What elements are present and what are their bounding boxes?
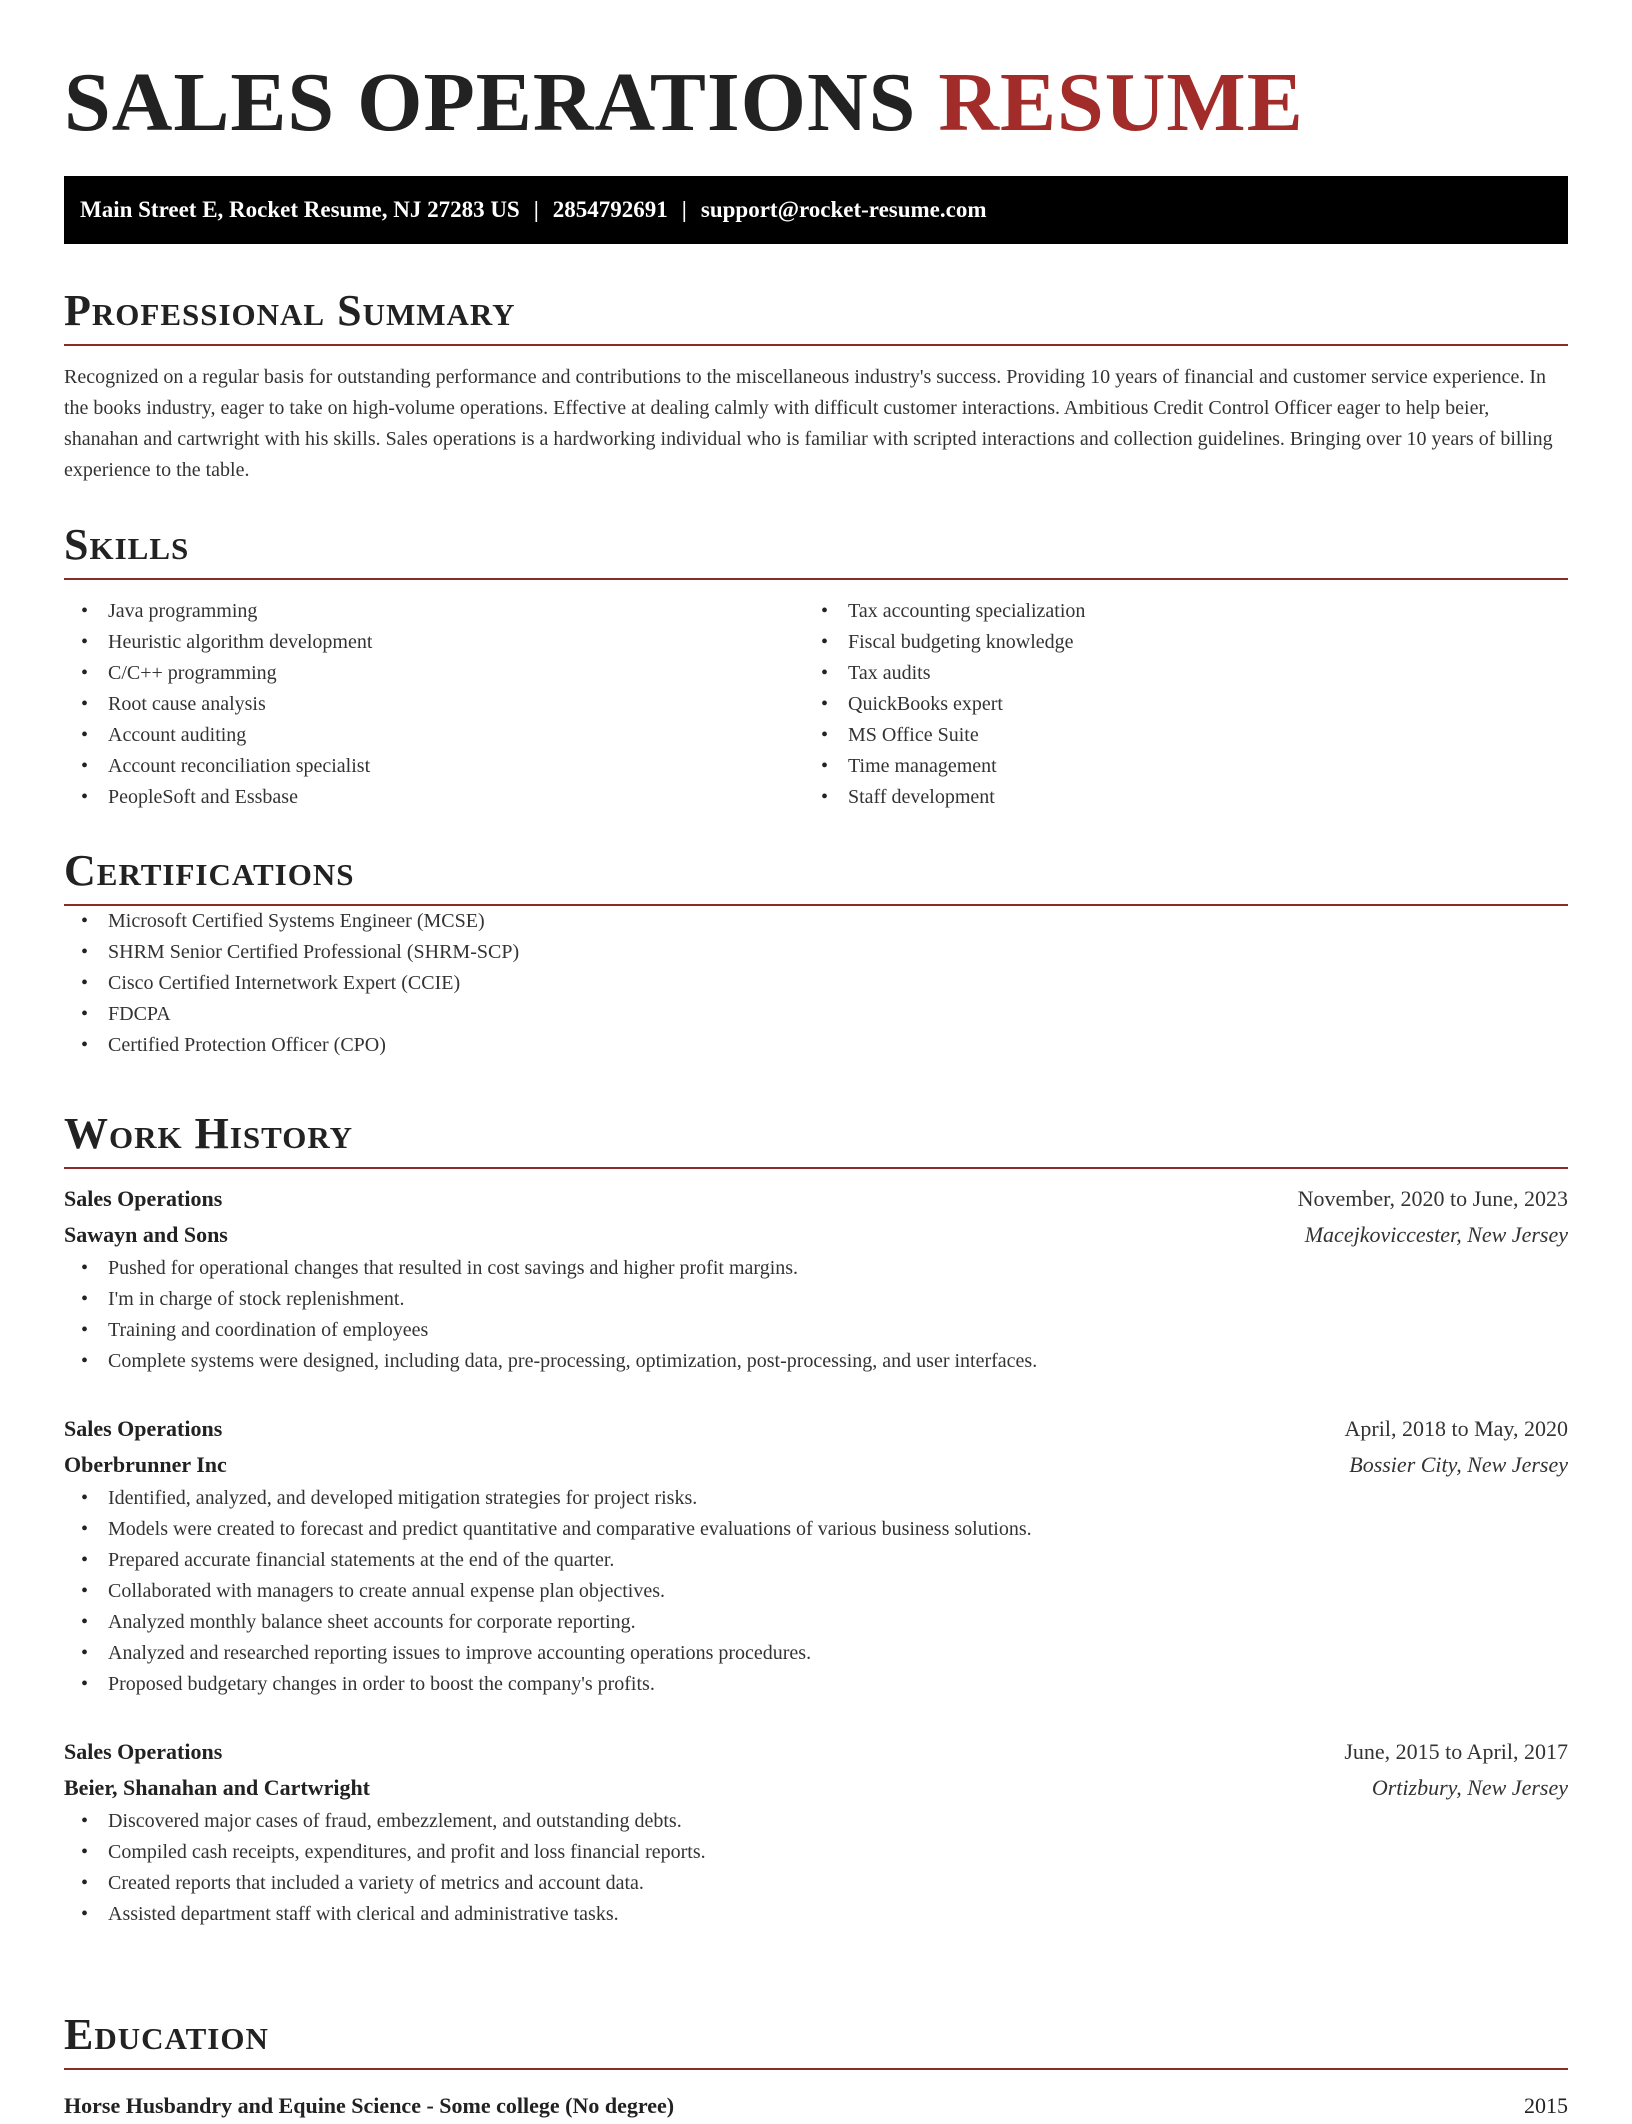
job-dates: April, 2018 to May, 2020 (1344, 1416, 1568, 1441)
skills-column-right (804, 596, 1544, 813)
skill-item: • Account reconciliation specialist (108, 751, 804, 782)
job-location: Macejkoviccester, New Jersey (1304, 1222, 1568, 1247)
skills-list-right (804, 596, 1544, 813)
skill-item: • Tax accounting specialization (848, 596, 1544, 627)
skills-section (64, 518, 1568, 813)
job-bullet: • Models were created to forecast and predict quantitative and comparative evaluations of various business solutions. (108, 1514, 1568, 1545)
summary-text: Recognized on a regular basis for outstanding performance and contributions to the miscellaneous industry's success. Providing 10 years of financial and customer service experience. In the books industry, eager to take on high-volume operations. Effective at dealing calmly with difficult customer interactions. Ambitious Credit Control Officer eager to help beier, shanahan and cartwright with his skills. Sales operations is a hardworking individual who is familiar with scripted interactions and collection guidelines. Bringing over 10 years of billing experience to the table. (64, 366, 1553, 481)
job-header (64, 1181, 1568, 1217)
job-bullet: • Collaborated with managers to create annual expense plan objectives. (108, 1576, 1568, 1607)
skill-item: • Java programming (108, 596, 804, 627)
resume-title (64, 55, 1304, 151)
job-bullet: • Analyzed monthly balance sheet accounts for corporate reporting. (108, 1607, 1568, 1638)
job-bullet: • Prepared accurate financial statements at the end of the quarter. (108, 1545, 1568, 1576)
job-bullets (64, 1806, 1568, 1930)
job-title: Sales Operations (64, 1739, 223, 1764)
skill-item: • Time management (848, 751, 1544, 782)
certification-item: • Microsoft Certified Systems Engineer (MCSE) (108, 906, 1568, 937)
job-subheader (64, 1447, 1568, 1483)
job-bullet: • Training and coordination of employees (108, 1315, 1568, 1346)
skill-item: • Root cause analysis (108, 689, 804, 720)
skills-list-left (64, 596, 804, 813)
job-header (64, 1734, 1568, 1770)
education-year: 2015 (1524, 2093, 1568, 2118)
job-bullet: • I'm in charge of stock replenishment. (108, 1284, 1568, 1315)
skill-item: • MS Office Suite (848, 720, 1544, 751)
job-bullet: • Complete systems were designed, including data, pre-processing, optimization, post-processing, and user interfaces. (108, 1346, 1568, 1377)
job-dates: June, 2015 to April, 2017 (1344, 1739, 1568, 1764)
job-dates: November, 2020 to June, 2023 (1297, 1186, 1568, 1211)
job-bullet: • Compiled cash receipts, expenditures, and profit and loss financial reports. (108, 1837, 1568, 1868)
job-bullet: • Proposed budgetary changes in order to boost the company's profits. (108, 1669, 1568, 1700)
title-accent: RESUME (938, 56, 1304, 149)
section-heading-education: Education (64, 2008, 1568, 2070)
skill-item: • QuickBooks expert (848, 689, 1544, 720)
job-entry (64, 1181, 1568, 1377)
job-entry (64, 1411, 1568, 1700)
contact-separator: | (681, 197, 687, 222)
contact-address: Main Street E, Rocket Resume, NJ 27283 US (80, 197, 520, 222)
job-title: Sales Operations (64, 1186, 223, 1211)
skills-columns (64, 596, 1568, 813)
education-entry (64, 2088, 1568, 2124)
certification-item: • Cisco Certified Internetwork Expert (CCIE) (108, 968, 1568, 999)
skill-item: • Account auditing (108, 720, 804, 751)
skill-item: • Fiscal budgeting knowledge (848, 627, 1544, 658)
job-subheader (64, 1217, 1568, 1253)
skill-item: • Staff development (848, 782, 1544, 813)
job-bullet: • Created reports that included a variety of metrics and account data. (108, 1868, 1568, 1899)
job-bullets (64, 1483, 1568, 1700)
contact-phone: 2854792691 (552, 197, 668, 222)
job-location: Ortizbury, New Jersey (1371, 1775, 1568, 1800)
skill-item: • C/C++ programming (108, 658, 804, 689)
work-history-section (64, 1107, 1568, 1930)
job-header (64, 1411, 1568, 1447)
job-bullets (64, 1253, 1568, 1377)
certification-item: • FDCPA (108, 999, 1568, 1030)
job-bullet: • Identified, analyzed, and developed mitigation strategies for project risks. (108, 1483, 1568, 1514)
job-entry (64, 1734, 1568, 1930)
section-heading-certifications: Certifications (64, 844, 1568, 906)
certifications-section (64, 844, 1568, 1061)
job-bullet: • Discovered major cases of fraud, embezzlement, and outstanding debts. (108, 1806, 1568, 1837)
contact-separator: | (533, 197, 539, 222)
job-subheader (64, 1770, 1568, 1806)
certification-item: • SHRM Senior Certified Professional (SHRM-SCP) (108, 937, 1568, 968)
contact-email: support@rocket-resume.com (700, 197, 987, 222)
certification-item: • Certified Protection Officer (CPO) (108, 1030, 1568, 1061)
section-heading-work-history: Work History (64, 1107, 1568, 1169)
section-heading-summary: Professional Summary (64, 284, 1568, 346)
job-company: Sawayn and Sons (64, 1222, 228, 1247)
job-company: Oberbrunner Inc (64, 1452, 227, 1477)
title-main: SALES OPERATIONS (64, 56, 917, 149)
job-title: Sales Operations (64, 1416, 223, 1441)
contact-bar (64, 176, 1568, 244)
certifications-list (64, 906, 1568, 1061)
skill-item: • PeopleSoft and Essbase (108, 782, 804, 813)
job-bullet: • Analyzed and researched reporting issues to improve accounting operations procedures. (108, 1638, 1568, 1669)
skills-column-left (64, 596, 804, 813)
job-location: Bossier City, New Jersey (1349, 1452, 1568, 1477)
skill-item: • Tax audits (848, 658, 1544, 689)
section-heading-skills: Skills (64, 518, 1568, 580)
job-bullet: • Pushed for operational changes that resulted in cost savings and higher profit margins. (108, 1253, 1568, 1284)
education-degree: Horse Husbandry and Equine Science - Some college (No degree) (64, 2093, 675, 2118)
skill-item: • Heuristic algorithm development (108, 627, 804, 658)
job-bullet: • Assisted department staff with clerical and administrative tasks. (108, 1899, 1568, 1930)
summary-section (64, 284, 1568, 486)
education-section (64, 2008, 1568, 2124)
job-company: Beier, Shanahan and Cartwright (64, 1775, 371, 1800)
